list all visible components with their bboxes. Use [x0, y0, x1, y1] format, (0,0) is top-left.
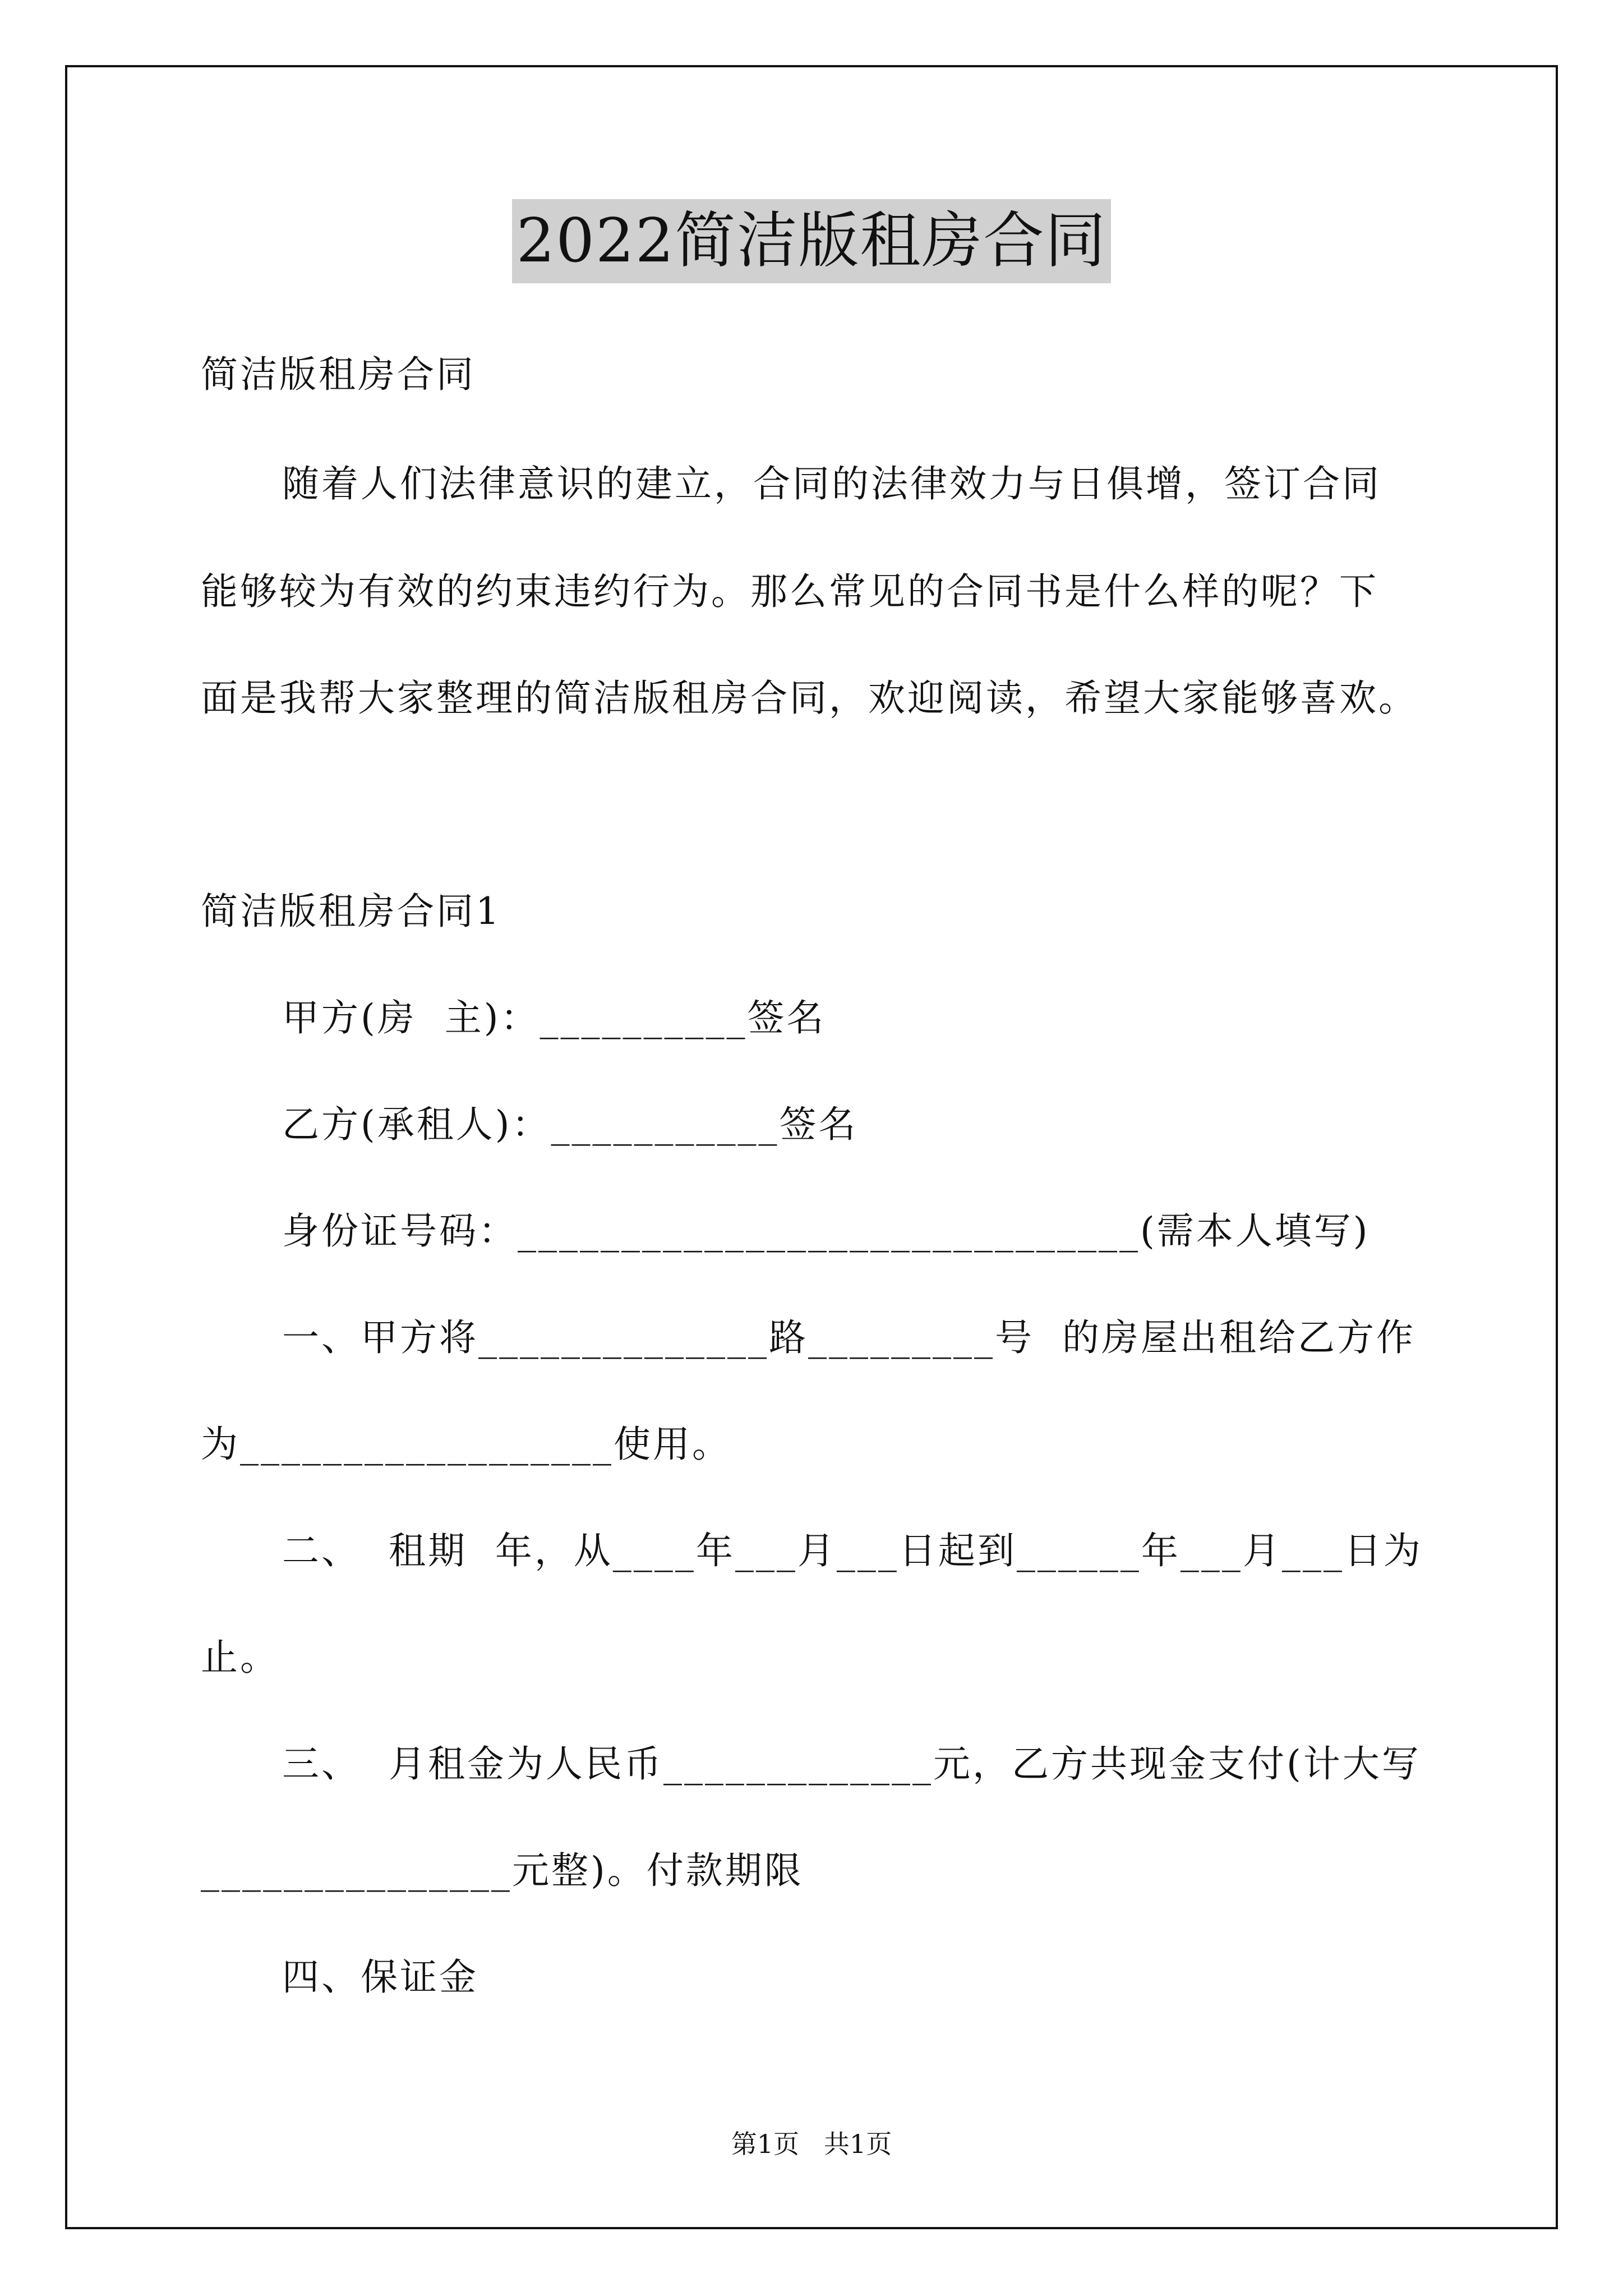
intro-line-2: 能够较为有效的约束违约行为。那么常见的合同书是什么样的呢？下 — [201, 570, 1378, 613]
clause-1-line-2: 为__________________使用。 — [201, 1423, 731, 1466]
title-container — [0, 199, 1623, 283]
document-title: 2022简洁版租房合同 — [512, 199, 1112, 283]
clause-2-line-1: 二、 租期 年，从____年___月___日起到______年___月___日为 — [282, 1529, 1423, 1572]
clause-3-line-2: _______________元整)。付款期限 — [201, 1849, 804, 1892]
clause-2-line-2: 止。 — [201, 1636, 279, 1679]
clause-tenant: 乙方(承租人)：___________签名 — [282, 1103, 858, 1146]
clause-3-line-1: 三、 月租金为人民币_____________元，乙方共现金支付(计大写 — [282, 1742, 1421, 1786]
clause-id-number: 身份证号码：______________________________(需本人填写) — [282, 1209, 1370, 1253]
page-footer: 第1页 共1页 — [731, 2129, 892, 2159]
document-subtitle: 简洁版租房合同 — [201, 353, 476, 396]
intro-line-3: 面是我帮大家整理的简洁版租房合同，欢迎阅读，希望大家能够喜欢。 — [201, 677, 1418, 720]
intro-line-1: 随着人们法律意识的建立，合同的法律效力与日俱增，签订合同 — [282, 462, 1381, 505]
clause-4: 四、保证金 — [282, 1955, 478, 1999]
section-heading: 简洁版租房合同1 — [201, 890, 501, 933]
clause-1-line-1: 一、甲方将______________路_________号 的房屋出租给乙方作 — [282, 1316, 1415, 1359]
clause-landlord: 甲方(房 主)：__________签名 — [282, 996, 826, 1039]
